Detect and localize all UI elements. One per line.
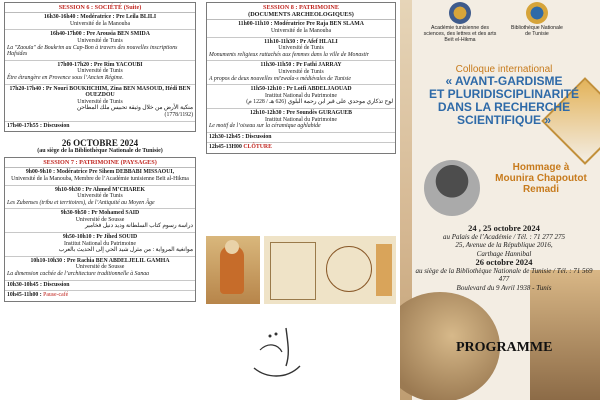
talk-row (207, 61, 395, 85)
talk-arabic-title: موانغية المرواية : من مثرل شيد الحي إلى الحديث بالعرب (58, 247, 193, 254)
talk-row (5, 209, 195, 233)
talk-affil: Université de Tunis (278, 45, 324, 52)
academy-name: Académie tunisienne des sciences, des lettres et des arts Beït el-Hikma (423, 25, 497, 43)
session8-moderator-row (207, 20, 395, 37)
talk-lead: 11h30-11h50 : Pr Fathi JARRAY (260, 62, 342, 69)
discussion-row (5, 122, 195, 132)
talk-row (207, 85, 395, 109)
talk-row (5, 233, 195, 257)
scholar-illustration (206, 236, 260, 304)
closing-row (207, 143, 395, 153)
venue-1: au Palais de l’Académie / Tél. : 71 277 275 (442, 232, 566, 241)
manuscript-illustration (264, 236, 396, 304)
day-title: 26 OCTOBRE 2024 (61, 138, 139, 149)
session6-moderator-row (5, 13, 195, 30)
address-2: Boulevard du 9 Avril 1938 - Tunis (456, 283, 552, 292)
closing-label: CLÔTURE (243, 144, 272, 151)
session7-moderator-row (5, 168, 195, 185)
illustrations (206, 236, 396, 304)
discussion-label: 12h30-12h45 : Discussion (209, 133, 272, 140)
colloquium-title-block (414, 64, 594, 127)
talk-title: Les Zubenses (tribu et territoires), de l’Antiquité au Moyen Âge (7, 199, 155, 206)
talk-row (5, 257, 195, 281)
session8-moderator: 11h00-11h10 : Modératrice Pre Raja BEN SLAMA (238, 21, 364, 28)
talk-lead: 9h30-9h50 : Pr Mohamed SAID (60, 210, 140, 217)
talk-row (5, 186, 195, 210)
talk-affil: Université de Sousse (75, 216, 125, 223)
venue-info (414, 224, 594, 292)
left-panel (0, 0, 200, 400)
talk-row (207, 109, 395, 133)
astrolabe-chart (270, 242, 316, 300)
talk-affil: Université de Tunis (77, 193, 123, 200)
session8-moderator-affil: Université de la Manouba (270, 28, 332, 34)
session6-header: SESSION 6 : SOCIÉTÉ (Suite) (5, 3, 195, 13)
talk-title: A propos de deux nouvelles mi'zwala-s médiévales de Tunisie (209, 75, 351, 82)
talk-title: (1778/1192) (164, 111, 193, 118)
talk-lead: 17h00-17h20 : Pre Rim YACOUBI (57, 61, 143, 68)
talk-lead: 12h10-12h30 : Pre Soundès GURAGUEB (250, 109, 352, 116)
astrolabe-circle (326, 246, 372, 292)
talk-affil: Université de Tunis (77, 98, 123, 105)
session8-header (207, 3, 395, 20)
programme-label: PROGRAMME (456, 340, 553, 355)
address-1b: Carthage Hannibal (476, 249, 532, 258)
talk-lead: 11h10-11h30 : Pr Afef HLALI (264, 38, 338, 45)
library-logo-block (510, 2, 564, 37)
title-line: DANS LA RECHERCHE (437, 100, 571, 114)
talk-affil: Institut National du Patrimoine (265, 92, 337, 99)
hommage-block (486, 162, 596, 195)
dates-2: 26 octobre 2024 (475, 257, 533, 267)
talk-lead: 17h20-17h40 : Pr Nouri BOUKHCHIM, Zina BEN MASOUD, Hédi BEN OUEZDOU (9, 85, 191, 99)
talk-affil: Institut National du Patrimoine (265, 116, 337, 123)
talk-affil: Université de Tunis (278, 68, 324, 75)
colloquium-label: Colloque international (455, 64, 553, 75)
session7-header: SESSION 7 : PATRIMOINE (PAYSAGES) (5, 158, 195, 168)
talk-title: Monuments religieux rattachés aux femmes dans la ville de Monastir (209, 51, 369, 58)
session7-box (4, 157, 196, 302)
talk-arabic-title: منكية الأرض من خلال وثيقة تحبيس ملك المطاحن (76, 105, 193, 112)
talk-arabic-title: دراسة رسوم كتاب السلطانة وديد دنيل فخامير (84, 223, 193, 230)
talk-row (207, 38, 395, 62)
discussion-label: 17h40-17h55 : Discussion (7, 122, 70, 129)
pause-time: 10h45-11h00 : (7, 292, 42, 299)
talk-affil: Université de Tunis (77, 68, 123, 75)
talk-title: Être étrangère en Provence sous l’Ancien Régime. (7, 74, 124, 81)
talk-affil: Université de Tunis (77, 37, 123, 44)
session7-moderator-affil: Université de la Manouba, Membre de l’Académie tunisienne Beït al-Hikma (11, 175, 189, 182)
talk-lead: 16h40-17h00 : Pre Arousia BEN SMIDA (50, 31, 150, 38)
talk-lead: 11h50-12h10 : Pr Lotfi ABDELJAOUAD (250, 86, 352, 93)
talk-row (5, 61, 195, 85)
calligraphy-logo (246, 318, 306, 388)
talk-title: La "Zaouïa" de Boukrim au Cap-Bon à travers des nouvelles inscriptions Hafsides (7, 44, 178, 58)
session7-moderator: 9h00-9h10 : Modératrice Pre Sihem DEBBABI MISSAOUI, (25, 169, 175, 176)
academy-logo-block (420, 2, 500, 43)
talk-row (5, 85, 195, 122)
discussion-label: 10h30-10h45 : Discussion (7, 281, 70, 288)
talk-arabic-title: لوح تذكاري موحدي على قبر ابن رحمة البلوي (626 هـ / 1228 م) (246, 99, 393, 106)
dates-1: 24 , 25 octobre 2024 (468, 223, 540, 233)
talk-lead: 9h10-9h30 : Pr Ahmed M’CHAREK (54, 186, 146, 193)
session6-moderator: 16h30-16h40 : Modératrice : Pre Leila BLILI (43, 14, 157, 21)
session6-moderator-affil: Université de la Manouba (69, 20, 131, 27)
discussion-row (207, 133, 395, 144)
day-venue: (au siège de la Bibliothèque Nationale de Tunisie) (37, 148, 163, 155)
session8-subtitle: (DOCUMENTS ARCHEOLOGIQUES) (248, 11, 354, 19)
talk-row (5, 30, 195, 60)
library-name: Bibliothèque Nationale de Tunisie (511, 25, 563, 37)
pause-row (5, 291, 195, 301)
hommage-label: Hommage à (512, 162, 570, 173)
talk-lead: 9h50-10h10 : Pr Jihed SOUID (62, 234, 138, 241)
session6-box (4, 2, 196, 132)
session8-title: SESSION 8 : PATRIMOINE (263, 4, 339, 11)
talk-affil: Institut National du Patrimoine (64, 240, 136, 247)
closing-time: 12h45-13H00 (209, 144, 242, 151)
middle-panel (200, 0, 400, 400)
pause-label: Pause-café (43, 292, 69, 299)
talk-title: La dimension cachée de l’architecture traditionnelle à Sanaa (7, 271, 150, 278)
honoree-portrait (424, 160, 480, 216)
cover-panel (400, 0, 600, 400)
talk-lead: 10h10-10h30 : Pre Rachia BEN ABDELJELIL GAMHA (30, 257, 170, 264)
venue-2: au siège de la Bibliothèque Nationale de Tunisie / Tél. : 71 569 477 (415, 266, 593, 283)
discussion-row (5, 281, 195, 292)
talk-affil: Université de Sousse (75, 264, 125, 271)
figure-drawing (376, 244, 392, 296)
talk-title: Le motif de l’oiseau sur la céramique aghlabide (209, 123, 321, 130)
address-1: 25, Avenue de la République 2016, (455, 241, 553, 249)
academy-logo (449, 2, 471, 24)
honoree-name: Mounira Chapoutot Remadi (495, 173, 587, 195)
library-logo (526, 2, 548, 24)
title-line: ET PLURIDISCIPLINARITÉ (428, 87, 579, 101)
session8-box (206, 2, 396, 154)
title-line: SCIENTIFIQUE » (456, 113, 551, 127)
title-line: « AVANT-GARDISME (445, 74, 563, 88)
